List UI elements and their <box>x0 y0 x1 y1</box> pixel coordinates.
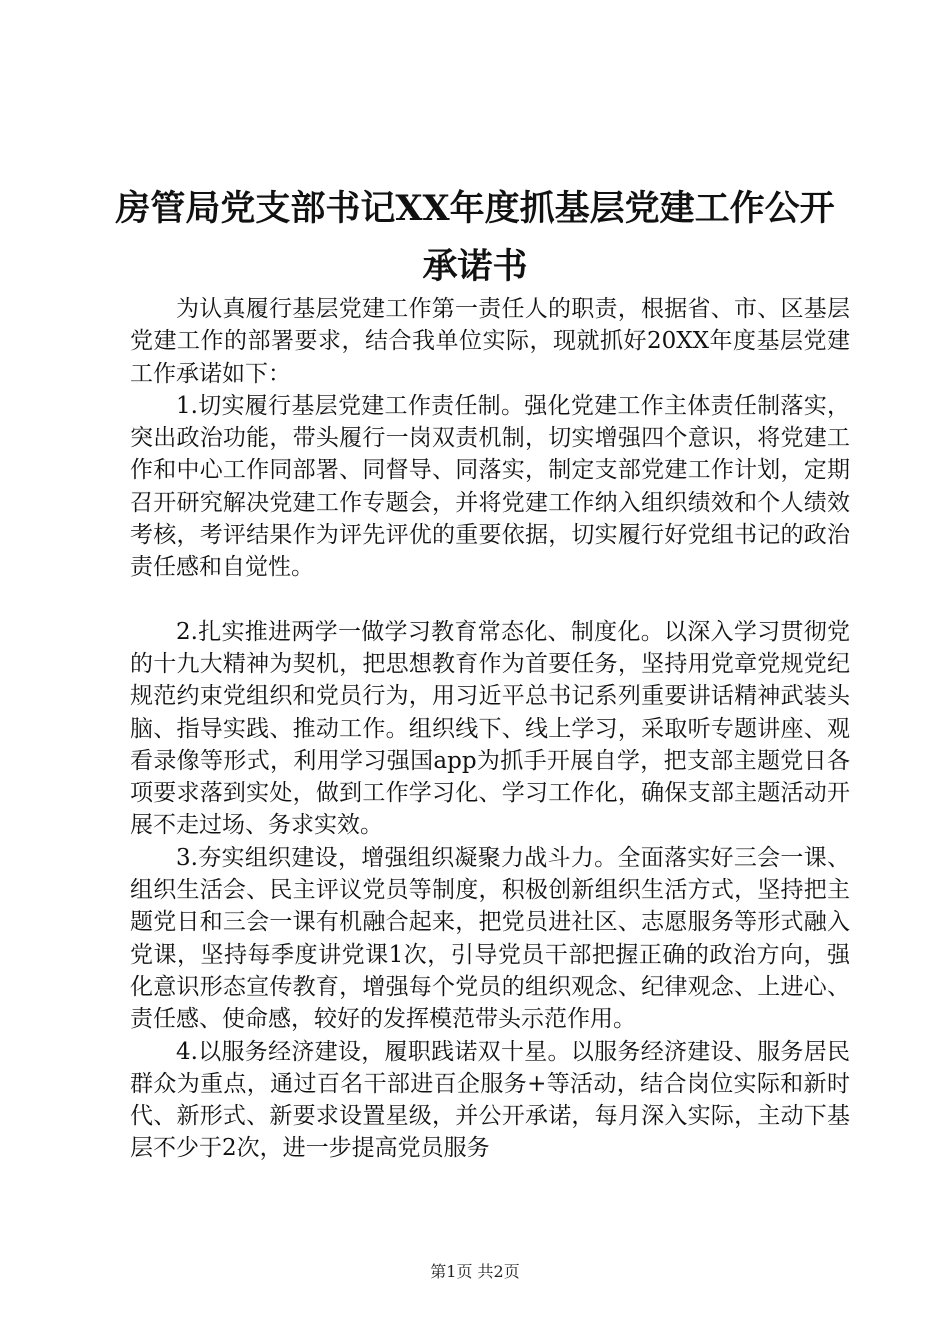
page-footer: 第1页 共2页 <box>430 1262 520 1281</box>
item-4-paragraph: 4.以服务经济建设，履职践诺双十星。以服务经济建设、服务居民群众为重点，通过百名干部进百企服务+等活动，结合岗位实际和新时代、新形式、新要求设置星级，并公开承诺，每月深入实际，主动下基层不少于2次，进一步提高党员服务 <box>130 1038 850 1162</box>
item-2-paragraph: 2.扎实推进两学一做学习教育常态化、制度化。以深入学习贯彻党的十九大精神为契机，把思想教育作为首要任务，坚持用党章党规党纪规范约束党组织和党员行为，用习近平总书记系列重要讲话精神武装头脑、指导实践、推动工作。组织线下、线上学习，采取听专题讲座、观看录像等形式，利用学习强国app为抓手开展自学，把支部主题党日各项要求落到实处，做到工作学习化、学习工作化，确保支部主题活动开展不走过场、务求实效。 <box>130 618 850 839</box>
document-title: 房管局党支部书记XX年度抓基层党建工作公开承诺书 <box>115 188 835 287</box>
item-3-paragraph: 3.夯实组织建设，增强组织凝聚力战斗力。全面落实好三会一课、组织生活会、民主评议党员等制度，积极创新组织生活方式，坚持把主题党日和三会一课有机融合起来，把党员进社区、志愿服务等形式融入党课，坚持每季度讲党课1次，引导党员干部把握正确的政治方向，强化意识形态宣传教育，增强每个党员的组织观念、纪律观念、上进心、责任感、使命感，较好的发挥模范带头示范作用。 <box>130 844 850 1033</box>
document-body <box>130 293 850 1165</box>
intro-paragraph: 为认真履行基层党建工作第一责任人的职责，根据省、市、区基层党建工作的部署要求，结合我单位实际，现就抓好20XX年度基层党建工作承诺如下： <box>130 296 850 387</box>
item-1-paragraph: 1.切实履行基层党建工作责任制。强化党建工作主体责任制落实，突出政治功能，带头履行一岗双责机制，切实增强四个意识，将党建工作和中心工作同部署、同督导、同落实，制定支部党建工作计划，定期召开研究解决党建工作专题会，并将党建工作纳入组织绩效和个人绩效考核，考评结果作为评先评优的重要依据，切实履行好党组书记的政治责任感和自觉性。 <box>130 392 850 581</box>
